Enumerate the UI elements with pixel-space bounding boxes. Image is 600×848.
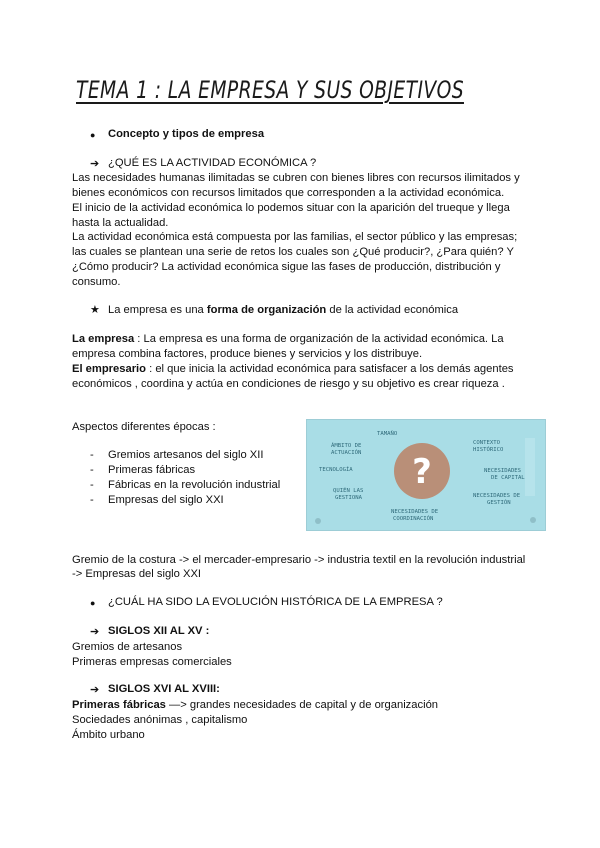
bullet-concepto: Concepto y tipos de empresa [108, 128, 265, 140]
siglo-heading: SIGLOS XII AL XV : [108, 625, 210, 637]
arrow-icon: ➔ [90, 684, 100, 696]
siglo-heading: SIGLOS XVI AL XVIII: [108, 683, 220, 695]
aspectos-heading: Aspectos diferentes épocas : [72, 421, 216, 433]
list-item-label: Primeras fábricas [108, 464, 196, 476]
arrow-icon: ➔ [90, 158, 100, 170]
arrow-icon: ➔ [90, 626, 100, 638]
label-nec-capital-1: NECESIDADES [484, 468, 522, 474]
paragraph-line: Ámbito urbano [72, 729, 145, 741]
term-empresario: El empresario [72, 363, 146, 375]
gremio-line: Gremio de la costura -> el mercader-empresario -> industria textil en la revolución industrial [72, 554, 526, 566]
decor-dot [530, 517, 536, 523]
paragraph-line: Primeras empresas comerciales [72, 656, 232, 668]
paragraph-line: Gremios de artesanos [72, 641, 183, 653]
label-tecnologia: TECNOLOGÍA [319, 467, 353, 473]
decor-bar [525, 438, 535, 496]
label-ambito-2: ACTUACIÓN [331, 450, 362, 456]
factors-diagram [307, 420, 545, 530]
list-item [90, 479, 281, 491]
question-evolucion: ¿CUÁL HA SIDO LA EVOLUCIÓN HISTÓRICA DE LA EMPRESA ? [108, 596, 443, 608]
label-ambito-1: ÁMBITO DE [331, 443, 362, 449]
bullet-dot-icon: ● [90, 598, 96, 608]
paragraph-line: las cuales se plantean una serie de retos los cuales son ¿Qué producir?, ¿Para quién? Y [72, 246, 514, 258]
primeras-fabricas-text: —> grandes necesidades de capital y de organización [165, 699, 439, 711]
list-item [90, 464, 196, 476]
label-contexto-2: HISTÓRICO [473, 447, 504, 453]
list-item [90, 494, 224, 506]
label-nec-gestion-1: NECESIDADES DE [473, 493, 521, 499]
label-nec-gestion-2: GESTIÓN [487, 500, 511, 506]
label-quien-1: QUIÉN LAS [333, 488, 364, 494]
term-primeras-fabricas: Primeras fábricas [72, 699, 166, 711]
dash-icon: - [90, 464, 94, 476]
list-item-label: Fábricas en la revolución industrial [108, 479, 281, 491]
primeras-fabricas-line [72, 698, 438, 713]
label-quien-2: GESTIONA [335, 495, 362, 501]
paragraph-line: Sociedades anónimas , capitalismo [72, 714, 248, 726]
label-nec-capital-2: DE CAPITAL [491, 475, 525, 481]
label-contexto-1: CONTEXTO [473, 440, 500, 446]
definition-empresario-text: : el que inicia la actividad económica para satisfacer a los demás agentes [146, 363, 514, 375]
paragraph-line: económicos , coordina y actúa en condiciones de riesgo y su objetivo es crear riqueza . [72, 378, 505, 390]
definition-empresario [72, 362, 514, 377]
label-nec-coord-2: COORDINACIÓN [393, 516, 434, 522]
paragraph-line: consumo. [72, 276, 121, 288]
star-line-before: La empresa es una [108, 304, 207, 316]
empresa-factors-figure [306, 419, 546, 531]
paragraph-line: hasta la actualidad. [72, 217, 169, 229]
paragraph-line: ¿Cómo producir? La actividad económica sigue las fases de producción, distribución y [72, 261, 501, 273]
gremio-line: -> Empresas del siglo XXI [72, 568, 202, 580]
dash-icon: - [90, 449, 94, 461]
definition-empresa [72, 332, 504, 347]
paragraph-line: El inicio de la actividad económica lo podemos situar con la aparición del trueque y llega [72, 202, 510, 214]
list-item-label: Gremios artesanos del siglo XII [108, 449, 264, 461]
page-title: TEMA 1 : LA EMPRESA Y SUS OBJETIVOS [76, 76, 464, 104]
label-nec-coord-1: NECESIDADES DE [391, 509, 439, 515]
paragraph-line: bienes económicos con recursos limitados que corresponden a la actividad económica. [72, 187, 505, 199]
star-line-after: de la actividad económica [326, 304, 459, 316]
label-tamano: TAMAÑO [377, 431, 398, 437]
bullet-dot-icon: ● [90, 130, 96, 140]
decor-dot [315, 518, 321, 524]
question-mark-icon: ? [412, 452, 432, 492]
dash-icon: - [90, 479, 94, 491]
question-actividad: ¿QUÉ ES LA ACTIVIDAD ECONÓMICA ? [108, 157, 317, 169]
paragraph-line: Las necesidades humanas ilimitadas se cubren con bienes libres con recursos ilimitados y [72, 172, 520, 184]
star-line [108, 304, 458, 316]
definition-empresa-text: : La empresa es una forma de organización de la actividad económica. La [134, 333, 504, 345]
list-item [90, 449, 264, 461]
list-item-label: Empresas del siglo XXI [108, 494, 224, 506]
paragraph-line: empresa combina factores, produce bienes y servicios y los distribuye. [72, 348, 423, 360]
dash-icon: - [90, 494, 94, 506]
paragraph-line: La actividad económica está compuesta por las familias, el sector público y las empresas; [72, 231, 518, 243]
term-empresa: La empresa [72, 333, 135, 345]
star-icon: ★ [90, 304, 101, 316]
star-line-bold: forma de organización [206, 304, 327, 316]
